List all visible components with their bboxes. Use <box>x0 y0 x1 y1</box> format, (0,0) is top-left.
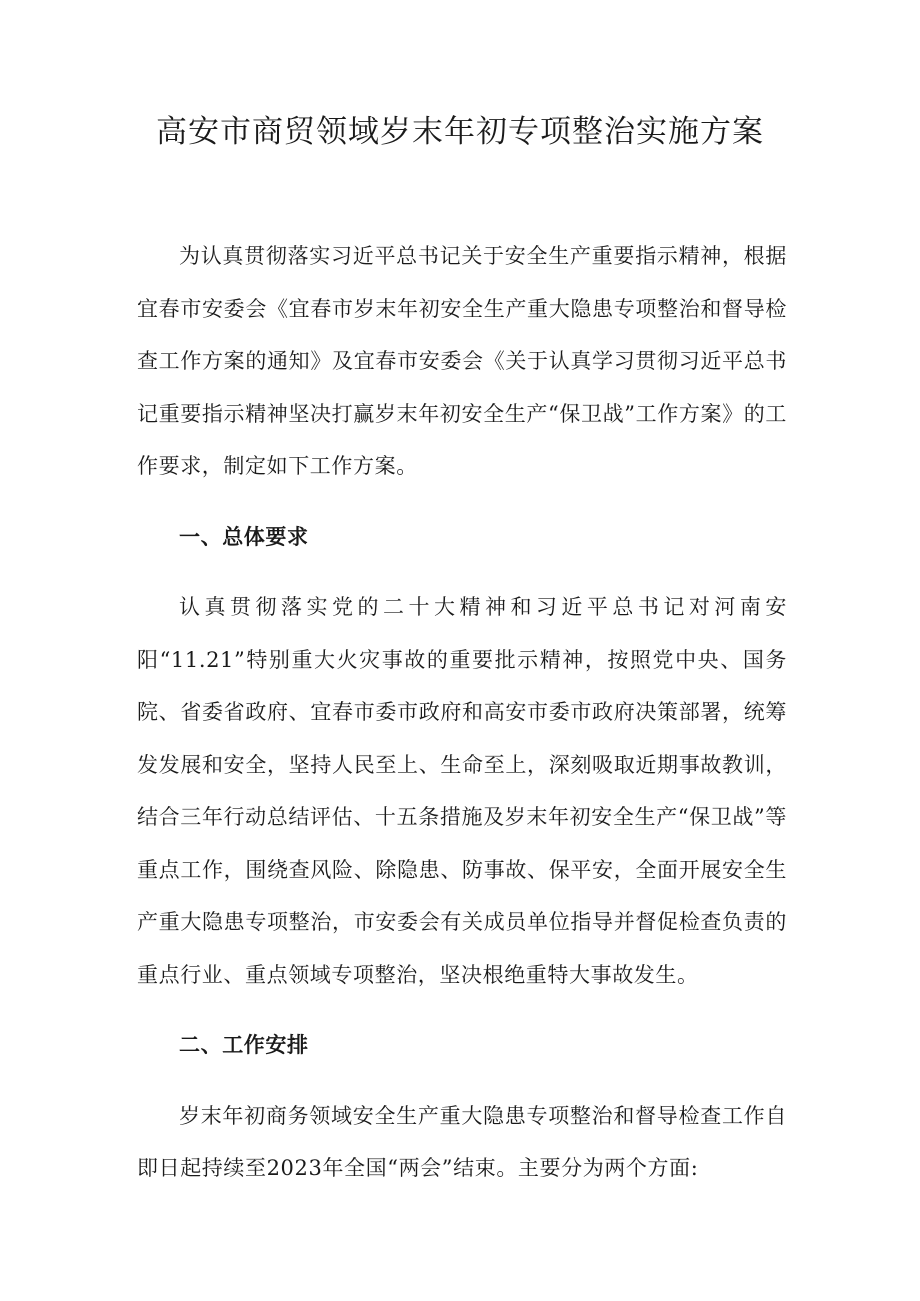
intro-paragraph: 为认真贯彻落实习近平总书记关于安全生产重要指示精神，根据宜春市安委会《宜春市岁末年初安全生产重大隐患专项整治和督导检查工作方案的通知》及宜春市安委会《关于认真学习贯彻习近平总书记重要指示精神坚决打赢岁末年初安全生产“保卫战”工作方案》的工作要求，制定如下工作方案。 <box>137 244 787 478</box>
section-body-overall-requirements: 认真贯彻落实党的二十大精神和习近平总书记对河南安阳“11.21”特别重大火灾事故的重要批示精神，按照党中央、国务院、省委省政府、宜春市委市政府和高安市委市政府决策部署，统筹发发展和安全，坚持人民至上、生命至上，深刻吸取近期事故教训，结合三年行动总结评估、十五条措施及岁末年初安全生产“保卫战”等重点工作，围绕查风险、除隐患、防事故、保平安，全面开展安全生产重大隐患专项整治，市安委会有关成员单位指导并督促检查负责的重点行业、重点领域专项整治，坚决根绝重特大事故发生。 <box>137 595 787 987</box>
section-heading-work-arrangement: 二、工作安排 <box>179 1033 309 1057</box>
document-body <box>137 230 787 1195</box>
document-title: 高安市商贸领域岁末年初专项整治实施方案 <box>156 114 764 150</box>
section-heading-overall-requirements: 一、总体要求 <box>179 524 309 549</box>
section-body-work-arrangement: 岁末年初商务领域安全生产重大隐患专项整治和督导检查工作自即日起持续至2023年全国“两会”结束。主要分为两个方面: <box>137 1103 787 1180</box>
